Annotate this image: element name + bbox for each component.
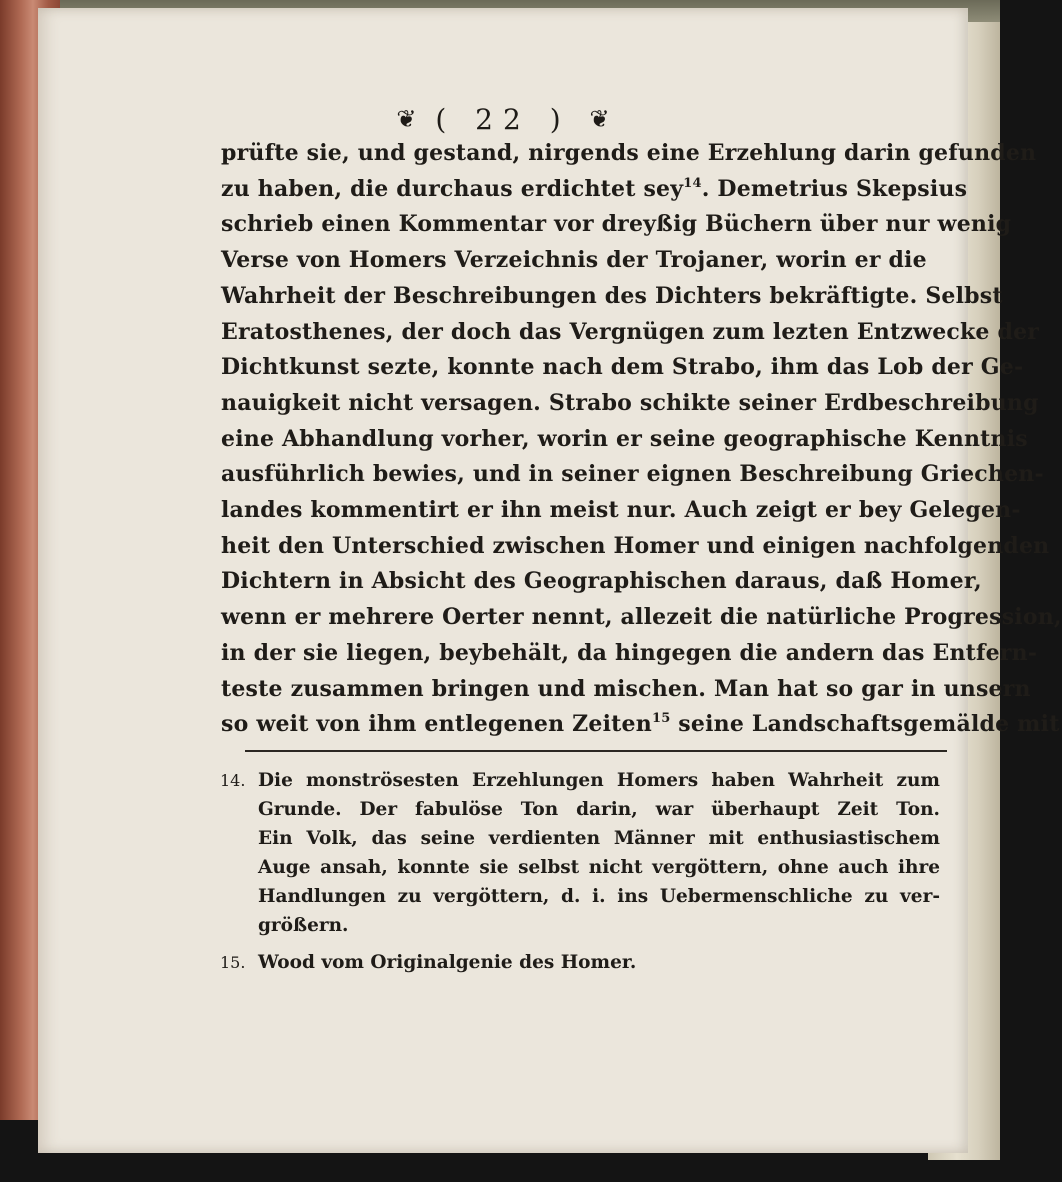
footnotes <box>220 766 940 977</box>
page-header <box>38 103 968 136</box>
body-line <box>221 707 1060 743</box>
body-line: eine Abhandlung vorher, worin er seine geographische Kenntnis <box>221 425 1028 452</box>
footnote-ref: 15 <box>651 711 671 727</box>
body-line: prüfte sie, und gestand, nirgends eine Erzehlung darin gefunden <box>221 140 1037 166</box>
body-line: Dichtern in Absicht des Geographischen daraus, daß Homer, <box>221 568 982 595</box>
body-line: schrieb einen Kommentar vor dreyßig Büchern über nur wenig <box>221 211 1012 238</box>
footnote-number: 14. <box>220 771 246 790</box>
body-line: in der sie liegen, beybehält, da hingegen die andern das Entfern- <box>221 639 1038 666</box>
ornament-left-icon: ❦ <box>396 105 417 133</box>
book-page <box>38 8 1062 1153</box>
body-line: heit den Unterschied zwischen Homer und einigen nachfolgenden <box>221 532 1050 559</box>
footnote-line: Handlungen zu vergöttern, d. i. ins Uebermenschliche zu ver- <box>258 886 940 907</box>
body-line: nauigkeit nicht versagen. Strabo schikte seiner Erdbeschreibung <box>221 389 1039 416</box>
body-line: landes kommentirt er ihn meist nur. Auch zeigt er bey Gelegen- <box>221 497 1021 524</box>
footnote-line: Ein Volk, das seine verdienten Männer mit enthusiastischem <box>258 828 940 849</box>
body-line: Verse von Homers Verzeichnis der Trojaner, worin er die <box>221 247 927 274</box>
ornament-right-icon: ❦ <box>589 105 610 133</box>
body-line <box>221 172 968 208</box>
body-line: wenn er mehrere Oerter nennt, allezeit die natürliche Progression, <box>221 604 1062 631</box>
body-line-text: so weit von ihm entlegenen Zeiten <box>221 711 652 738</box>
body-line-text: . Demetrius Skepsius <box>701 175 968 202</box>
body-line-text: zu haben, die durchaus erdichtet sey <box>221 175 684 202</box>
footnote-line: größern. <box>258 915 349 936</box>
footnote-14 <box>220 766 940 940</box>
footnote-number: 15. <box>220 953 246 972</box>
body-line-text: seine Landschaftsgemälde mit <box>670 711 1060 738</box>
page-number: ( 22 ) <box>435 103 571 136</box>
body-text <box>221 136 1062 743</box>
footnote-line: Grunde. Der fabulöse Ton darin, war überhaupt Zeit Ton. <box>258 799 940 820</box>
footnote-line: Die monströsesten Erzehlungen Homers haben Wahrheit zum <box>258 770 940 791</box>
body-line: Dichtkunst sezte, konnte nach dem Strabo, ihm das Lob der Ge- <box>221 354 1024 381</box>
footnote-ref: 14 <box>683 175 702 191</box>
footnote-divider <box>245 750 947 752</box>
footnote-15 <box>220 948 940 977</box>
body-line: ausführlich bewies, und in seiner eignen Beschreibung Griechen- <box>221 461 1044 488</box>
body-line: Eratosthenes, der doch das Vergnügen zum lezten Entzwecke der <box>221 318 1040 345</box>
body-line: teste zusammen bringen und mischen. Man hat so gar in unsern <box>221 675 1031 702</box>
body-line: Wahrheit der Beschreibungen des Dichters bekräftigte. Selbst <box>221 282 1003 309</box>
footnote-line: Wood vom Originalgenie des Homer. <box>258 952 637 973</box>
footnote-line: Auge ansah, konnte sie selbst nicht vergöttern, ohne auch ihre <box>258 857 940 878</box>
